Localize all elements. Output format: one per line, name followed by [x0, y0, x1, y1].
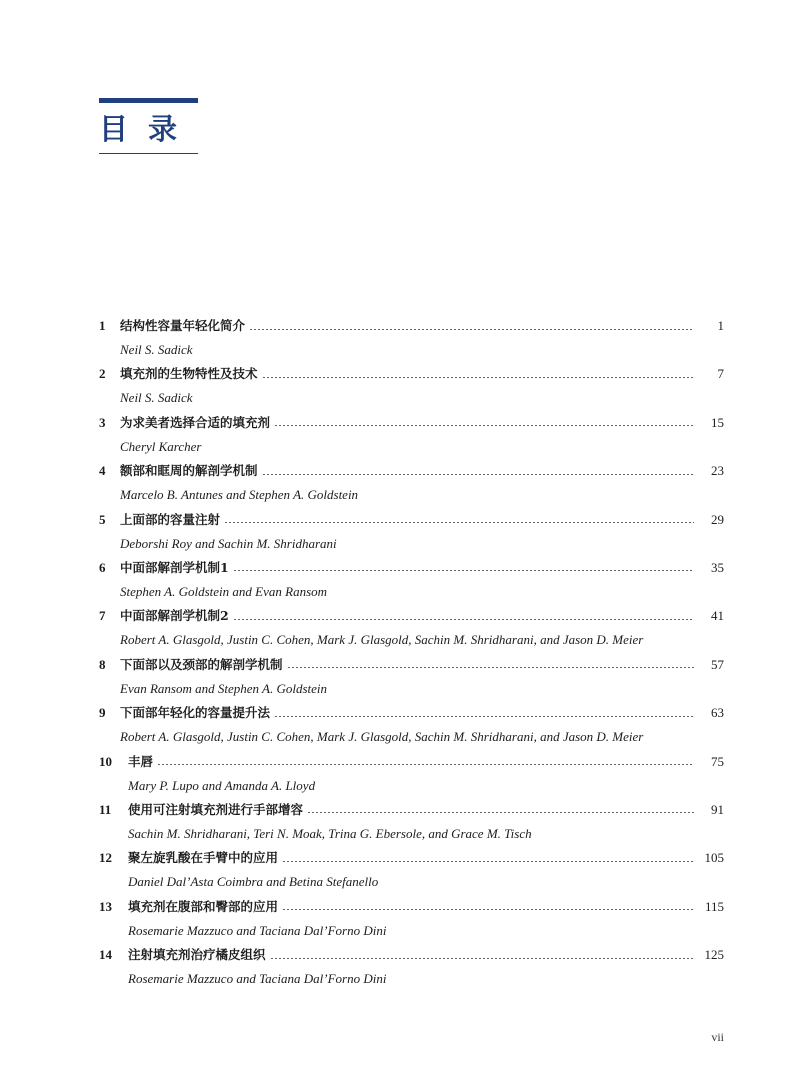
chapter-title[interactable]: 为求美者选择合适的填充剂 [120, 414, 271, 430]
chapter-page-number: 105 [704, 850, 724, 866]
chapter-page-number: 23 [711, 463, 724, 479]
dot-leader [282, 909, 694, 910]
toc-entry-heading [99, 411, 724, 435]
chapter-page-number: 63 [711, 705, 724, 721]
title-accent-bar [99, 98, 198, 103]
chapter-number: 5 [99, 511, 106, 527]
toc-entry[interactable] [99, 895, 724, 943]
dot-leader [274, 425, 694, 426]
chapter-authors: Cheryl Karcher [120, 438, 202, 454]
toc-entry[interactable] [99, 362, 724, 410]
chapter-title[interactable]: 使用可注射填充剂进行手部增容 [128, 801, 304, 817]
chapter-number: 3 [99, 414, 106, 430]
chapter-number: 13 [99, 898, 112, 914]
dot-leader [262, 474, 694, 475]
toc-entry[interactable] [99, 508, 724, 556]
chapter-page-number: 125 [704, 947, 724, 963]
chapter-number: 10 [99, 753, 112, 769]
dot-leader [262, 377, 694, 378]
chapter-authors: Deborshi Roy and Sachin M. Shridharani [120, 535, 337, 551]
chapter-number: 7 [99, 608, 106, 624]
chapter-page-number: 57 [711, 656, 724, 672]
chapter-page-number: 91 [711, 801, 724, 817]
chapter-page-number: 7 [717, 366, 724, 382]
toc-entry-heading [99, 508, 724, 532]
chapter-title[interactable]: 填充剂的生物特性及技术 [120, 366, 258, 382]
dot-leader [233, 619, 694, 620]
chapter-page-number: 1 [717, 318, 724, 333]
dot-leader [274, 716, 694, 717]
toc-entry[interactable] [99, 653, 724, 701]
chapter-authors: Neil S. Sadick [120, 390, 193, 406]
toc-entry-heading [99, 604, 724, 628]
chapter-title[interactable]: 填充剂在腹部和臀部的应用 [128, 898, 279, 914]
chapter-page-number: 15 [711, 414, 724, 430]
table-of-contents [99, 314, 724, 991]
dot-leader [282, 861, 694, 862]
toc-entry[interactable] [99, 314, 724, 362]
toc-entry[interactable] [99, 943, 724, 991]
toc-entry-heading [99, 798, 724, 822]
chapter-authors: Sachin M. Shridharani, Teri N. Moak, Trina G. Ebersole, and Grace M. Tisch [128, 825, 532, 841]
chapter-authors: Robert A. Glasgold, Justin C. Cohen, Mark J. Glasgold, Sachin M. Shridharani, and Jason D. Meier [120, 632, 644, 648]
chapter-number: 9 [99, 705, 106, 721]
dot-leader [307, 812, 694, 813]
chapter-page-number: 41 [711, 608, 724, 624]
toc-entry-heading [99, 556, 724, 580]
chapter-page-number: 115 [704, 898, 724, 914]
chapter-title[interactable]: 注射填充剂治疗橘皮组织 [128, 947, 266, 963]
chapter-number: 11 [99, 801, 112, 817]
chapter-authors: Stephen A. Goldstein and Evan Ransom [120, 583, 328, 599]
toc-entry-heading [99, 459, 724, 483]
chapter-title[interactable]: 下面部以及颈部的解剖学机制 [120, 656, 283, 672]
chapter-title[interactable]: 下面部年轻化的容量提升法 [120, 705, 271, 721]
chapter-title[interactable]: 额部和眶周的解剖学机制 [120, 463, 258, 479]
chapter-title[interactable]: 中面部解剖学机制1 [120, 559, 229, 575]
chapter-title[interactable]: 上面部的容量注射 [120, 511, 221, 527]
chapter-number: 4 [99, 463, 106, 479]
toc-entry-heading [99, 846, 724, 870]
title-underline [99, 153, 198, 154]
chapter-number: 6 [99, 559, 106, 575]
dot-leader [157, 764, 694, 765]
toc-entry[interactable] [99, 459, 724, 507]
page-title: 目录 [99, 112, 198, 146]
chapter-authors: Evan Ransom and Stephen A. Goldstein [120, 680, 328, 696]
chapter-number: 14 [99, 947, 112, 963]
chapter-title[interactable]: 丰唇 [128, 753, 154, 769]
chapter-title[interactable]: 聚左旋乳酸在手臂中的应用 [128, 850, 279, 866]
toc-entry-heading [99, 314, 724, 338]
toc-entry-heading [99, 653, 724, 677]
toc-entry-heading [99, 701, 724, 725]
toc-entry-heading [99, 362, 724, 386]
toc-entry-heading [99, 895, 724, 919]
toc-entry[interactable] [99, 701, 724, 749]
chapter-page-number: 35 [711, 559, 724, 575]
chapter-authors: Mary P. Lupo and Amanda A. Lloyd [128, 777, 316, 793]
dot-leader [270, 958, 694, 959]
chapter-number: 8 [99, 656, 106, 672]
toc-entry[interactable] [99, 411, 724, 459]
chapter-title[interactable]: 结构性容量年轻化简介 [120, 318, 246, 333]
toc-entry[interactable] [99, 750, 724, 798]
toc-entry[interactable] [99, 556, 724, 604]
dot-leader [287, 667, 694, 668]
toc-entry-heading [99, 943, 724, 967]
chapter-authors: Marcelo B. Antunes and Stephen A. Goldstein [120, 487, 359, 503]
chapter-page-number: 75 [711, 753, 724, 769]
toc-entry[interactable] [99, 604, 724, 652]
chapter-number: 2 [99, 366, 106, 382]
toc-entry-heading [99, 750, 724, 774]
chapter-number: 12 [99, 850, 112, 866]
toc-entry[interactable] [99, 846, 724, 894]
page-number: vii [711, 1030, 724, 1044]
chapter-authors: Rosemarie Mazzuco and Taciana Dal’Forno Dini [128, 922, 387, 938]
dot-leader [233, 570, 694, 571]
chapter-authors: Daniel Dal’Asta Coimbra and Betina Stefanello [128, 874, 379, 890]
chapter-authors: Rosemarie Mazzuco and Taciana Dal’Forno Dini [128, 971, 387, 987]
toc-entry[interactable] [99, 798, 724, 846]
chapter-authors: Neil S. Sadick [120, 342, 193, 357]
dot-leader [224, 522, 694, 523]
chapter-number: 1 [99, 318, 106, 333]
chapter-authors: Robert A. Glasgold, Justin C. Cohen, Mark J. Glasgold, Sachin M. Shridharani, and Jason D. Meier [120, 729, 644, 745]
chapter-page-number: 29 [711, 511, 724, 527]
dot-leader [249, 329, 694, 330]
chapter-title[interactable]: 中面部解剖学机制2 [120, 608, 229, 624]
